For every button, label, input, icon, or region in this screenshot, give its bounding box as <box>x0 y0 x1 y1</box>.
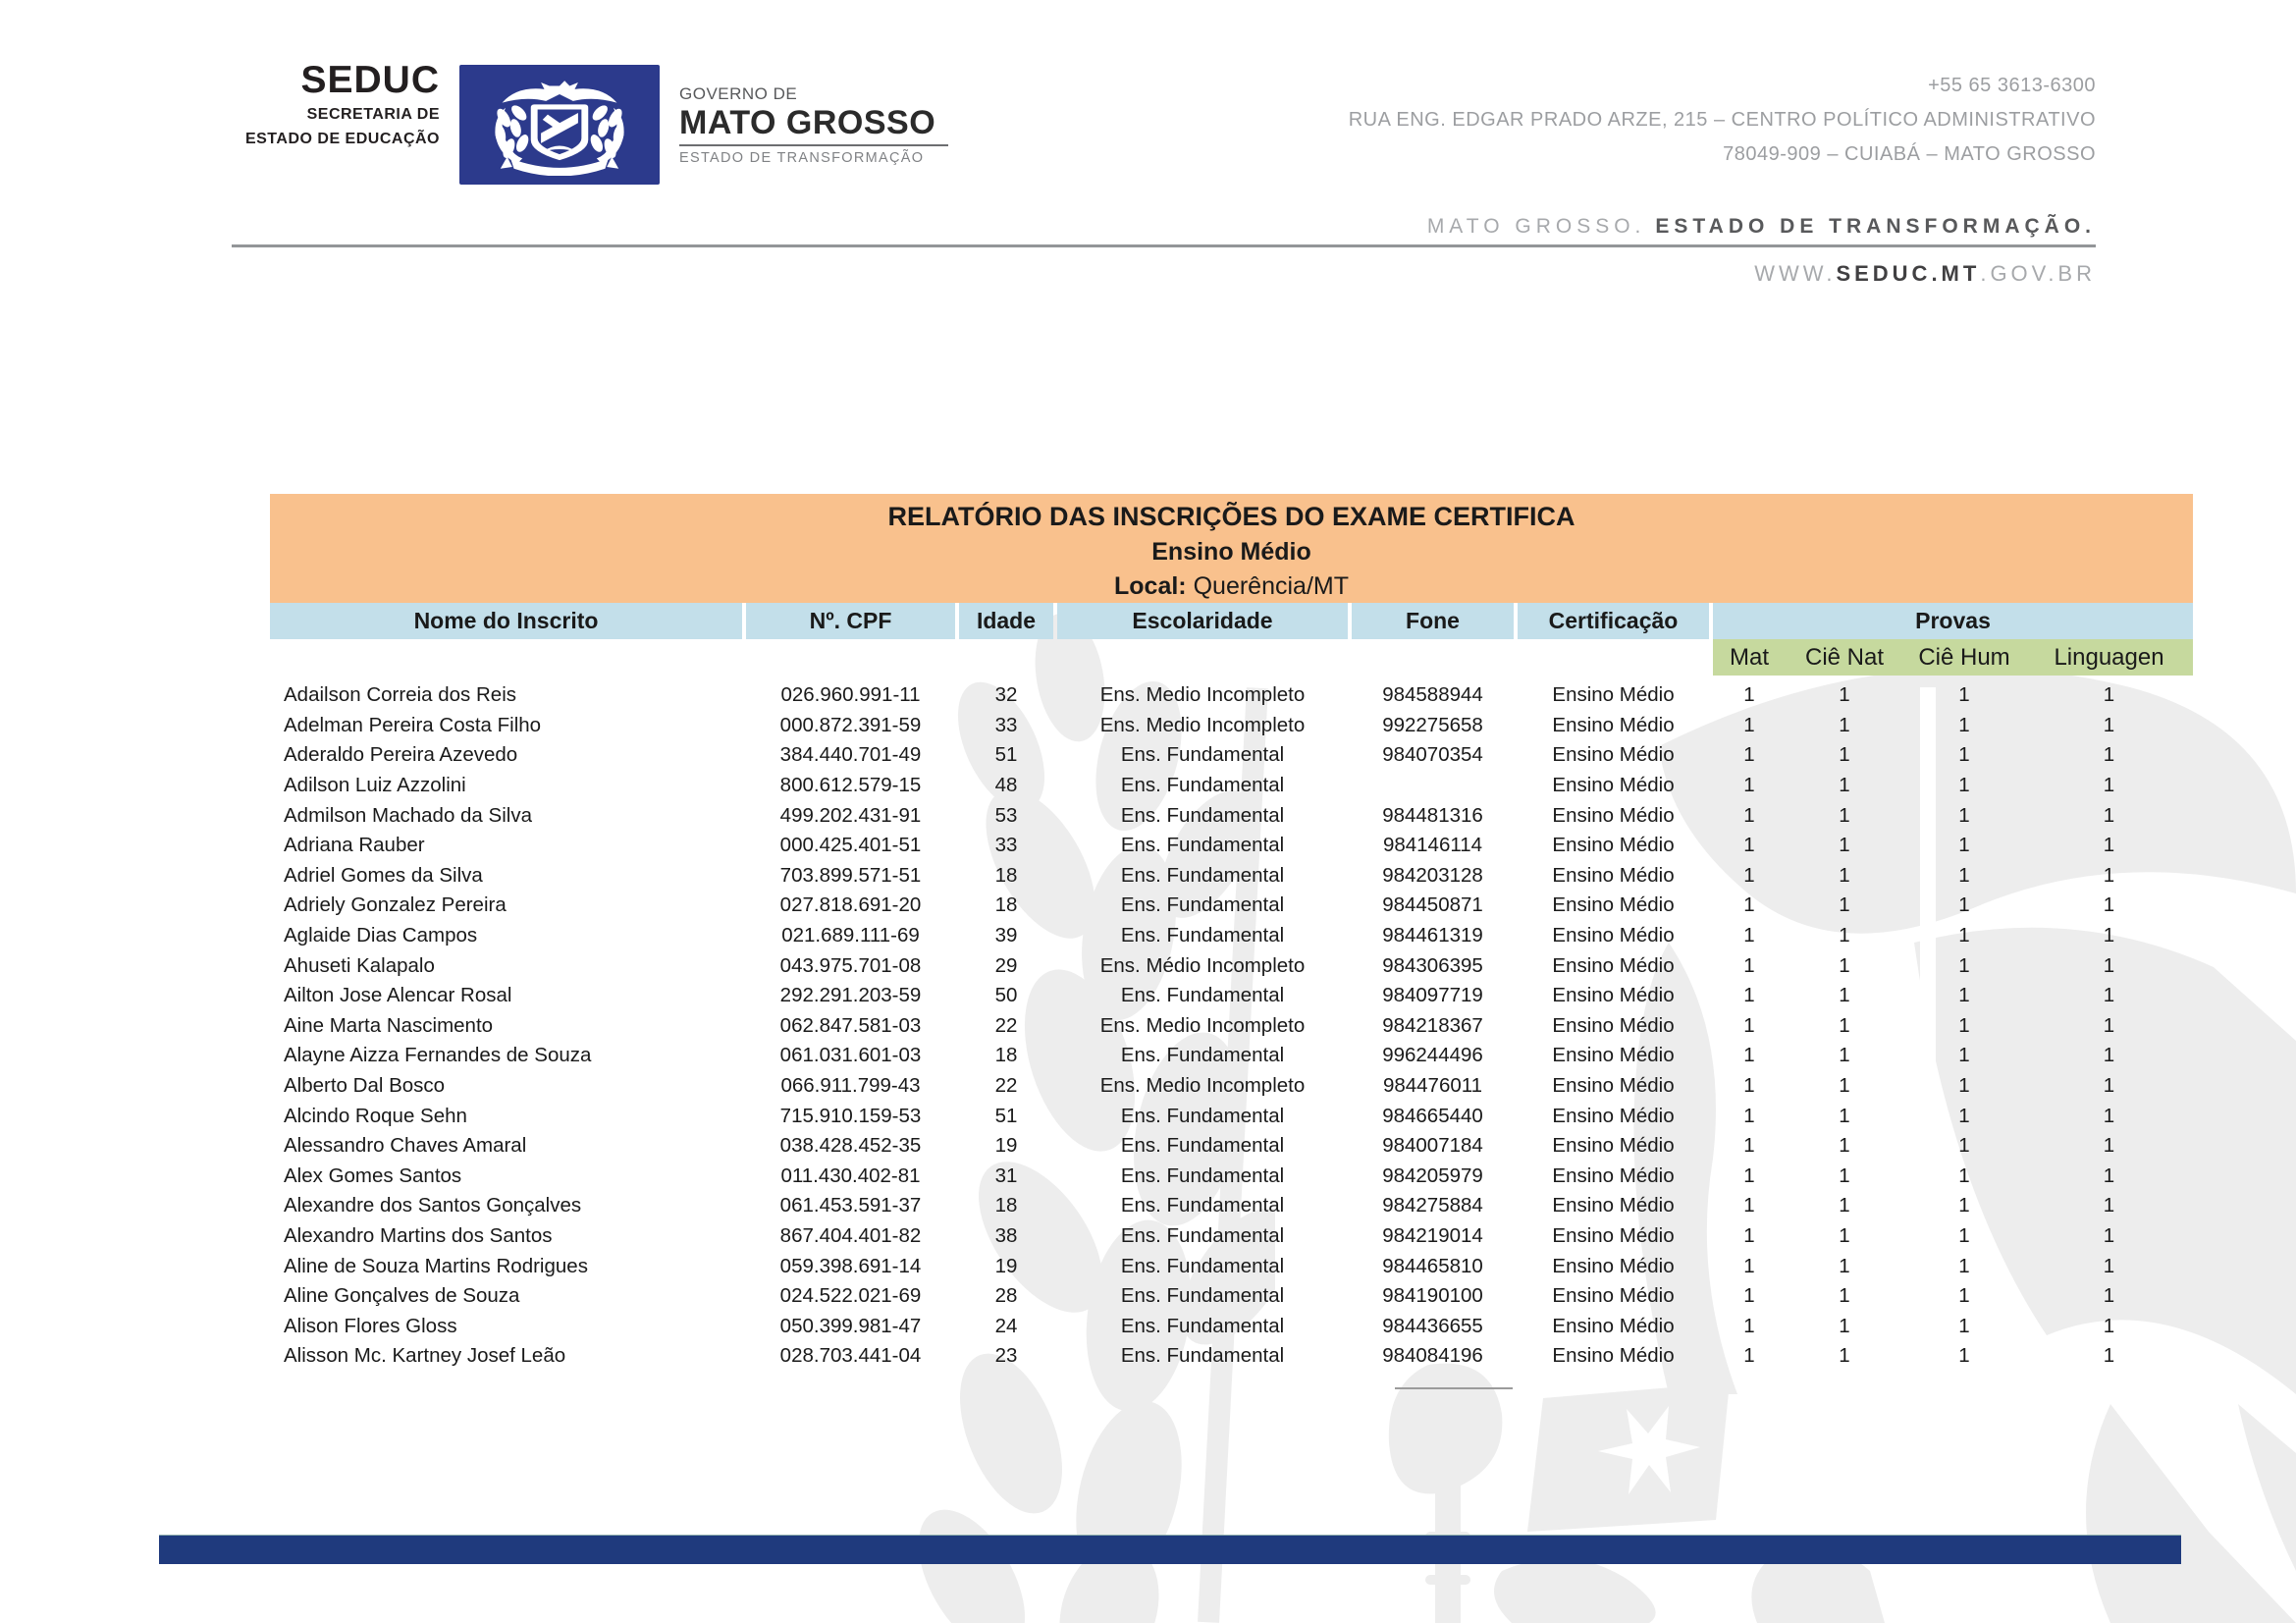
cell-cpf: 703.899.571-51 <box>779 863 922 887</box>
cell-idade: 53 <box>994 803 1018 827</box>
governo-logo-text <box>679 84 948 166</box>
cell-fone: 984461319 <box>1382 924 1483 947</box>
cell-prova-cie-hum: 1 <box>1958 1314 1970 1337</box>
table-row <box>270 1251 2193 1281</box>
cell-prova-cie-hum: 1 <box>1958 1223 1970 1247</box>
cell-escolaridade: Ens. Medio Incompleto <box>1099 1074 1306 1098</box>
table-row <box>270 680 2193 711</box>
cell-prova-cie-hum: 1 <box>1958 774 1970 797</box>
cell-cpf: 026.960.991-11 <box>780 683 921 707</box>
cell-prova-cie-nat: 1 <box>1839 1344 1850 1368</box>
cell-prova-mat: 1 <box>1743 1104 1755 1127</box>
cell-escolaridade: Ens. Fundamental <box>1120 1044 1285 1067</box>
inscriptions-table <box>270 494 2193 1372</box>
table-row <box>270 1011 2193 1042</box>
cell-prova-mat: 1 <box>1743 683 1755 707</box>
cell-cpf: 061.031.601-03 <box>779 1044 922 1067</box>
cell-prova-mat: 1 <box>1743 1314 1755 1337</box>
cell-escolaridade: Ens. Fundamental <box>1120 893 1285 917</box>
cell-prova-cie-nat: 1 <box>1839 893 1850 917</box>
cell-cpf: 043.975.701-08 <box>779 953 922 977</box>
cell-prova-cie-nat: 1 <box>1839 834 1850 857</box>
cell-prova-mat: 1 <box>1743 1194 1755 1217</box>
cell-certificacao: Ensino Médio <box>1552 953 1675 977</box>
cell-prova-linguagem: 1 <box>2103 1163 2115 1187</box>
cell-name: Alexandro Martins dos Santos <box>284 1223 553 1247</box>
cell-prova-cie-hum: 1 <box>1958 893 1970 917</box>
governo-divider <box>679 144 948 146</box>
table-row <box>270 740 2193 771</box>
cell-idade: 33 <box>994 834 1018 857</box>
cell-idade: 18 <box>994 893 1018 917</box>
cell-certificacao: Ensino Médio <box>1552 1254 1675 1277</box>
cell-prova-cie-nat: 1 <box>1839 713 1850 736</box>
seduc-subtitle-1: SECRETARIA DE <box>306 106 440 123</box>
tagline-light: MATO GROSSO. <box>1426 215 1646 238</box>
cell-name: Alison Flores Gloss <box>284 1314 457 1337</box>
cell-certificacao: Ensino Médio <box>1552 1194 1675 1217</box>
table-row <box>270 981 2193 1011</box>
cell-fone: 984665440 <box>1382 1104 1483 1127</box>
cell-fone: 984219014 <box>1382 1223 1483 1247</box>
cell-certificacao: Ensino Médio <box>1552 893 1675 917</box>
cell-cpf: 715.910.159-53 <box>779 1104 922 1127</box>
cell-certificacao: Ensino Médio <box>1552 1223 1675 1247</box>
cell-escolaridade: Ens. Fundamental <box>1120 1314 1285 1337</box>
cell-idade: 23 <box>994 1344 1018 1368</box>
cell-name: Aglaide Dias Campos <box>284 924 478 947</box>
cell-prova-linguagem: 1 <box>2103 683 2115 707</box>
website-url <box>1754 261 2096 287</box>
website-pre: WWW. <box>1754 261 1837 286</box>
cell-cpf: 066.911.799-43 <box>780 1074 921 1098</box>
cell-prova-cie-nat: 1 <box>1839 1134 1850 1158</box>
col-header-cpf: Nº. CPF <box>746 603 955 639</box>
cell-prova-linguagem: 1 <box>2103 1134 2115 1158</box>
table-row <box>270 891 2193 921</box>
cell-name: Ailton Jose Alencar Rosal <box>284 984 512 1007</box>
cell-name: Aine Marta Nascimento <box>284 1013 494 1037</box>
cell-prova-linguagem: 1 <box>2103 1074 2115 1098</box>
website-domain: SEDUC.MT <box>1836 261 1981 286</box>
subcol-header-linguagem: Linguagen <box>2025 639 2193 676</box>
cell-prova-linguagem: 1 <box>2103 743 2115 767</box>
cell-name: Alex Gomes Santos <box>284 1163 462 1187</box>
cell-prova-cie-hum: 1 <box>1958 1104 1970 1127</box>
cell-name: Alayne Aizza Fernandes de Souza <box>284 1044 592 1067</box>
table-row <box>270 800 2193 831</box>
cell-cpf: 027.818.691-20 <box>779 893 922 917</box>
cell-cpf: 059.398.691-14 <box>779 1254 922 1277</box>
seduc-logo-text <box>177 59 440 151</box>
cell-prova-cie-nat: 1 <box>1839 924 1850 947</box>
table-row <box>270 1221 2193 1252</box>
cell-idade: 24 <box>994 1314 1018 1337</box>
cell-prova-mat: 1 <box>1743 893 1755 917</box>
cell-fone: 996244496 <box>1382 1044 1483 1067</box>
report-title: RELATÓRIO DAS INSCRIÇÕES DO EXAME CERTIFICA <box>887 502 1575 531</box>
cell-prova-linguagem: 1 <box>2103 1194 2115 1217</box>
cell-prova-cie-nat: 1 <box>1839 1104 1850 1127</box>
cell-certificacao: Ensino Médio <box>1552 1013 1675 1037</box>
cell-prova-cie-nat: 1 <box>1839 1074 1850 1098</box>
report-subtitle: Ensino Médio <box>1151 538 1311 566</box>
cell-certificacao: Ensino Médio <box>1552 683 1675 707</box>
cell-escolaridade: Ens. Fundamental <box>1120 1163 1285 1187</box>
cell-prova-linguagem: 1 <box>2103 1314 2115 1337</box>
cell-idade: 51 <box>994 1104 1018 1127</box>
cell-cpf: 021.689.111-69 <box>781 924 920 947</box>
cell-idade: 18 <box>994 1194 1018 1217</box>
cell-cpf: 011.430.402-81 <box>780 1163 921 1187</box>
col-header-provas: Provas <box>1713 603 2193 639</box>
cell-prova-cie-hum: 1 <box>1958 1013 1970 1037</box>
cell-prova-mat: 1 <box>1743 1074 1755 1098</box>
cell-prova-cie-nat: 1 <box>1839 743 1850 767</box>
cell-prova-cie-nat: 1 <box>1839 1044 1850 1067</box>
cell-name: Alessandro Chaves Amaral <box>284 1134 527 1158</box>
cell-idade: 31 <box>994 1163 1018 1187</box>
cell-name: Adelman Pereira Costa Filho <box>284 713 542 736</box>
cell-cpf: 062.847.581-03 <box>779 1013 922 1037</box>
coat-of-arms-icon <box>475 74 644 176</box>
cell-idade: 19 <box>994 1254 1018 1277</box>
cell-prova-linguagem: 1 <box>2103 1254 2115 1277</box>
cell-prova-cie-nat: 1 <box>1839 1223 1850 1247</box>
table-row <box>270 831 2193 861</box>
cell-prova-linguagem: 1 <box>2103 1013 2115 1037</box>
cell-cpf: 050.399.981-47 <box>779 1314 922 1337</box>
cell-escolaridade: Ens. Fundamental <box>1120 1223 1285 1247</box>
local-value: Querência/MT <box>1193 572 1349 600</box>
table-row <box>270 861 2193 892</box>
cell-escolaridade: Ens. Fundamental <box>1120 1284 1285 1308</box>
cell-name: Alberto Dal Bosco <box>284 1074 446 1098</box>
cell-prova-mat: 1 <box>1743 774 1755 797</box>
cell-prova-mat: 1 <box>1743 1344 1755 1368</box>
cell-name: Aderaldo Pereira Azevedo <box>284 743 518 767</box>
cell-cpf: 499.202.431-91 <box>779 803 922 827</box>
cell-escolaridade: Ens. Fundamental <box>1120 834 1285 857</box>
table-row <box>270 921 2193 951</box>
cell-fone: 984481316 <box>1382 803 1483 827</box>
cell-fone: 984205979 <box>1382 1163 1483 1187</box>
cell-certificacao: Ensino Médio <box>1552 1314 1675 1337</box>
table-body <box>270 680 2193 1372</box>
cell-prova-linguagem: 1 <box>2103 834 2115 857</box>
cell-prova-mat: 1 <box>1743 1223 1755 1247</box>
cell-prova-cie-hum: 1 <box>1958 863 1970 887</box>
cell-certificacao: Ensino Médio <box>1552 1134 1675 1158</box>
table-row <box>270 1071 2193 1102</box>
local-label: Local: <box>1114 572 1187 600</box>
cell-idade: 28 <box>994 1284 1018 1308</box>
cell-name: Aline de Souza Martins Rodrigues <box>284 1254 588 1277</box>
cell-name: Adriel Gomes da Silva <box>284 863 483 887</box>
cell-prova-cie-nat: 1 <box>1839 1254 1850 1277</box>
subcol-header-mat: Mat <box>1713 639 1786 676</box>
governo-name: MATO GROSSO <box>679 104 936 141</box>
report-title-block <box>270 494 2193 603</box>
cell-fone: 984007184 <box>1382 1134 1483 1158</box>
cell-escolaridade: Ens. Médio Incompleto <box>1099 953 1306 977</box>
cell-idade: 38 <box>994 1223 1018 1247</box>
table-row <box>270 771 2193 801</box>
cell-escolaridade: Ens. Fundamental <box>1120 1194 1285 1217</box>
cell-prova-linguagem: 1 <box>2103 1284 2115 1308</box>
cell-name: Adriely Gonzalez Pereira <box>284 893 507 917</box>
table-row <box>270 711 2193 741</box>
cell-idade: 50 <box>994 984 1018 1007</box>
cell-prova-cie-nat: 1 <box>1839 953 1850 977</box>
cell-prova-cie-hum: 1 <box>1958 1134 1970 1158</box>
table-row <box>270 1341 2193 1372</box>
cell-prova-cie-hum: 1 <box>1958 803 1970 827</box>
col-header-idade: Idade <box>959 603 1053 639</box>
cell-prova-linguagem: 1 <box>2103 924 2115 947</box>
cell-prova-mat: 1 <box>1743 1044 1755 1067</box>
state-tagline <box>1427 215 2096 239</box>
cell-prova-mat: 1 <box>1743 1254 1755 1277</box>
footer-bar <box>159 1535 2181 1564</box>
cell-escolaridade: Ens. Fundamental <box>1120 1134 1285 1158</box>
cell-prova-mat: 1 <box>1743 713 1755 736</box>
cell-prova-linguagem: 1 <box>2103 774 2115 797</box>
seduc-subtitle-2: ESTADO DE EDUCAÇÃO <box>244 131 440 147</box>
cell-prova-cie-nat: 1 <box>1839 1163 1850 1187</box>
col-header-fone: Fone <box>1352 603 1514 639</box>
cell-prova-linguagem: 1 <box>2103 953 2115 977</box>
cell-fone: 984203128 <box>1382 863 1483 887</box>
cell-idade: 18 <box>994 863 1018 887</box>
cell-prova-linguagem: 1 <box>2103 803 2115 827</box>
cell-prova-cie-nat: 1 <box>1839 1194 1850 1217</box>
cell-certificacao: Ensino Médio <box>1552 863 1675 887</box>
cell-prova-cie-hum: 1 <box>1958 1044 1970 1067</box>
governo-small-label: GOVERNO DE <box>679 84 798 103</box>
contact-city: 78049-909 – CUIABÁ – MATO GROSSO <box>1723 143 2096 165</box>
table-row <box>270 1191 2193 1221</box>
cell-prova-cie-nat: 1 <box>1839 1013 1850 1037</box>
cell-escolaridade: Ens. Fundamental <box>1120 924 1285 947</box>
cell-prova-cie-hum: 1 <box>1958 1163 1970 1187</box>
cell-prova-mat: 1 <box>1743 1284 1755 1308</box>
cell-certificacao: Ensino Médio <box>1552 1044 1675 1067</box>
subcol-header-cie-hum: Ciê Hum <box>1903 639 2025 676</box>
contact-address: RUA ENG. EDGAR PRADO ARZE, 215 – CENTRO POLÍTICO ADMINISTRATIVO <box>1348 109 2096 131</box>
cell-cpf: 024.522.021-69 <box>779 1284 922 1308</box>
col-header-escolaridade: Escolaridade <box>1057 603 1348 639</box>
cell-idade: 32 <box>994 683 1018 707</box>
cell-idade: 19 <box>994 1134 1018 1158</box>
subcol-header-cie-nat: Ciê Nat <box>1786 639 1903 676</box>
cell-certificacao: Ensino Médio <box>1552 1074 1675 1098</box>
cell-cpf: 000.425.401-51 <box>779 834 922 857</box>
fone-column-bottom-border <box>1395 1387 1513 1389</box>
cell-escolaridade: Ens. Fundamental <box>1120 1254 1285 1277</box>
table-row <box>270 1162 2193 1192</box>
cell-fone: 984275884 <box>1382 1194 1483 1217</box>
cell-name: Alexandre dos Santos Gonçalves <box>284 1194 582 1217</box>
table-row <box>270 950 2193 981</box>
cell-escolaridade: Ens. Fundamental <box>1120 803 1285 827</box>
cell-prova-linguagem: 1 <box>2103 713 2115 736</box>
governo-tagline: ESTADO DE TRANSFORMAÇÃO <box>679 150 925 166</box>
cell-fone: 984146114 <box>1382 834 1483 857</box>
cell-name: Alcindo Roque Sehn <box>284 1104 467 1127</box>
cell-prova-cie-nat: 1 <box>1839 1284 1850 1308</box>
mato-grosso-coat-of-arms-logo <box>459 65 660 185</box>
cell-prova-cie-hum: 1 <box>1958 1194 1970 1217</box>
cell-prova-cie-hum: 1 <box>1958 984 1970 1007</box>
cell-escolaridade: Ens. Medio Incompleto <box>1099 683 1306 707</box>
cell-cpf: 292.291.203-59 <box>779 984 922 1007</box>
cell-idade: 22 <box>994 1074 1018 1098</box>
header-divider-line <box>232 244 2096 247</box>
cell-prova-cie-hum: 1 <box>1958 1074 1970 1098</box>
cell-idade: 29 <box>994 953 1018 977</box>
cell-certificacao: Ensino Médio <box>1552 1163 1675 1187</box>
table-header-row <box>270 603 2193 639</box>
cell-escolaridade: Ens. Fundamental <box>1120 984 1285 1007</box>
cell-prova-linguagem: 1 <box>2103 984 2115 1007</box>
cell-prova-cie-hum: 1 <box>1958 683 1970 707</box>
tagline-bold: ESTADO DE TRANSFORMAÇÃO. <box>1655 215 2096 238</box>
cell-escolaridade: Ens. Medio Incompleto <box>1099 1013 1306 1037</box>
cell-name: Alisson Mc. Kartney Josef Leão <box>284 1344 566 1368</box>
seduc-title: SEDUC <box>300 59 440 101</box>
cell-name: Adriana Rauber <box>284 834 425 857</box>
cell-certificacao: Ensino Médio <box>1552 834 1675 857</box>
cell-cpf: 800.612.579-15 <box>779 774 922 797</box>
cell-prova-cie-nat: 1 <box>1839 984 1850 1007</box>
cell-certificacao: Ensino Médio <box>1552 1344 1675 1368</box>
cell-prova-mat: 1 <box>1743 924 1755 947</box>
cell-prova-cie-nat: 1 <box>1839 683 1850 707</box>
table-row <box>270 1311 2193 1341</box>
cell-certificacao: Ensino Médio <box>1552 924 1675 947</box>
cell-escolaridade: Ens. Fundamental <box>1120 1104 1285 1127</box>
cell-name: Aline Gonçalves de Souza <box>284 1284 520 1308</box>
cell-prova-cie-hum: 1 <box>1958 1344 1970 1368</box>
cell-prova-linguagem: 1 <box>2103 1223 2115 1247</box>
report-local <box>270 569 2193 603</box>
cell-prova-cie-nat: 1 <box>1839 1314 1850 1337</box>
cell-idade: 18 <box>994 1044 1018 1067</box>
table-row <box>270 1281 2193 1312</box>
cell-prova-cie-nat: 1 <box>1839 803 1850 827</box>
cell-prova-mat: 1 <box>1743 834 1755 857</box>
cell-prova-linguagem: 1 <box>2103 1344 2115 1368</box>
cell-name: Adilson Luiz Azzolini <box>284 774 466 797</box>
cell-prova-cie-hum: 1 <box>1958 924 1970 947</box>
cell-prova-linguagem: 1 <box>2103 1044 2115 1067</box>
table-subheader-row <box>270 639 2193 676</box>
col-header-certificacao: Certificação <box>1518 603 1709 639</box>
cell-fone: 984450871 <box>1382 893 1483 917</box>
cell-prova-cie-hum: 1 <box>1958 713 1970 736</box>
cell-certificacao: Ensino Médio <box>1552 774 1675 797</box>
cell-idade: 51 <box>994 743 1018 767</box>
cell-certificacao: Ensino Médio <box>1552 713 1675 736</box>
cell-idade: 39 <box>994 924 1018 947</box>
cell-fone: 984097719 <box>1382 984 1483 1007</box>
cell-fone: 984465810 <box>1382 1254 1483 1277</box>
cell-cpf: 000.872.391-59 <box>779 713 922 736</box>
cell-escolaridade: Ens. Fundamental <box>1120 1344 1285 1368</box>
cell-certificacao: Ensino Médio <box>1552 1284 1675 1308</box>
cell-cpf: 384.440.701-49 <box>779 743 922 767</box>
cell-name: Admilson Machado da Silva <box>284 803 532 827</box>
cell-prova-cie-hum: 1 <box>1958 834 1970 857</box>
cell-prova-mat: 1 <box>1743 1134 1755 1158</box>
cell-prova-cie-hum: 1 <box>1958 953 1970 977</box>
table-row <box>270 1131 2193 1162</box>
cell-fone: 992275658 <box>1382 713 1483 736</box>
cell-fone: 984436655 <box>1382 1314 1483 1337</box>
cell-prova-linguagem: 1 <box>2103 1104 2115 1127</box>
cell-cpf: 061.453.591-37 <box>779 1194 922 1217</box>
cell-name: Ahuseti Kalapalo <box>284 953 435 977</box>
cell-prova-mat: 1 <box>1743 803 1755 827</box>
cell-idade: 48 <box>994 774 1018 797</box>
cell-idade: 33 <box>994 713 1018 736</box>
cell-prova-mat: 1 <box>1743 1163 1755 1187</box>
cell-fone: 984476011 <box>1382 1074 1483 1098</box>
cell-escolaridade: Ens. Medio Incompleto <box>1099 713 1306 736</box>
cell-prova-cie-nat: 1 <box>1839 863 1850 887</box>
cell-escolaridade: Ens. Fundamental <box>1120 863 1285 887</box>
cell-escolaridade: Ens. Fundamental <box>1120 743 1285 767</box>
table-row <box>270 1041 2193 1071</box>
col-header-nome: Nome do Inscrito <box>270 603 742 639</box>
cell-certificacao: Ensino Médio <box>1552 1104 1675 1127</box>
cell-escolaridade: Ens. Fundamental <box>1120 774 1285 797</box>
cell-cpf: 028.703.441-04 <box>779 1344 922 1368</box>
cell-cpf: 038.428.452-35 <box>779 1134 922 1158</box>
cell-certificacao: Ensino Médio <box>1552 803 1675 827</box>
cell-prova-mat: 1 <box>1743 863 1755 887</box>
contact-block <box>1349 69 2096 172</box>
cell-fone: 984190100 <box>1382 1284 1483 1308</box>
cell-prova-linguagem: 1 <box>2103 893 2115 917</box>
cell-prova-mat: 1 <box>1743 1013 1755 1037</box>
cell-prova-cie-hum: 1 <box>1958 743 1970 767</box>
cell-fone: 984070354 <box>1382 743 1483 767</box>
contact-phone: +55 65 3613-6300 <box>1928 75 2096 96</box>
cell-certificacao: Ensino Médio <box>1552 743 1675 767</box>
website-post: .GOV.BR <box>1980 261 2096 286</box>
cell-fone <box>1352 771 1514 801</box>
cell-cpf: 867.404.401-82 <box>779 1223 922 1247</box>
cell-prova-linguagem: 1 <box>2103 863 2115 887</box>
cell-prova-cie-hum: 1 <box>1958 1284 1970 1308</box>
cell-fone: 984084196 <box>1382 1344 1483 1368</box>
cell-prova-mat: 1 <box>1743 953 1755 977</box>
cell-fone: 984306395 <box>1382 953 1483 977</box>
cell-prova-cie-nat: 1 <box>1839 774 1850 797</box>
cell-fone: 984588944 <box>1382 683 1483 707</box>
cell-idade: 22 <box>994 1013 1018 1037</box>
cell-prova-cie-hum: 1 <box>1958 1254 1970 1277</box>
cell-prova-mat: 1 <box>1743 743 1755 767</box>
table-row <box>270 1101 2193 1131</box>
cell-name: Adailson Correia dos Reis <box>284 683 517 707</box>
cell-prova-mat: 1 <box>1743 984 1755 1007</box>
cell-fone: 984218367 <box>1382 1013 1483 1037</box>
cell-certificacao: Ensino Médio <box>1552 984 1675 1007</box>
